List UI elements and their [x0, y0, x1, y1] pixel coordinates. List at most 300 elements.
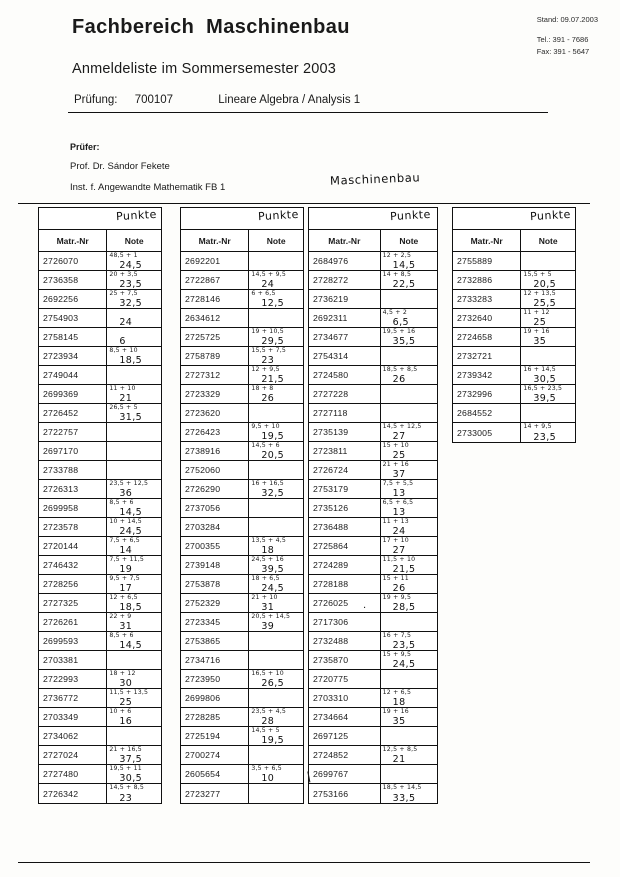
note-cell [107, 765, 161, 783]
note-cell [249, 708, 303, 726]
matr-nr-cell: 2727024 [39, 746, 107, 764]
handwritten-calculation: 8,5 + 6 [109, 632, 134, 639]
handwritten-calculation: 15 + 9,5 [382, 651, 412, 658]
table-row [181, 252, 303, 271]
column-header-row [309, 229, 437, 251]
note-cell [381, 499, 437, 517]
matr-nr-cell: 2727480 [39, 765, 107, 783]
handwritten-points: 23 [119, 793, 133, 803]
matr-nr-cell: 2726452 [39, 404, 107, 422]
handwritten-points: 21,5 [261, 374, 285, 384]
handwritten-points: 24,5 [119, 526, 143, 536]
table-row [39, 385, 161, 404]
matr-nr-cell: 2692201 [181, 252, 249, 270]
handwritten-points: 30,5 [533, 374, 557, 384]
note-cell [249, 613, 303, 631]
table-row [309, 613, 437, 632]
stray-pen-mark: / [303, 769, 315, 786]
matr-nr-cell: 2753878 [181, 575, 249, 593]
note-cell [107, 632, 161, 650]
note-cell [381, 613, 437, 631]
note-cell [521, 271, 575, 289]
table-row [181, 613, 303, 632]
matr-nr-cell: 2736219 [309, 290, 381, 308]
handwritten-points: 10 [261, 773, 275, 783]
note-cell [107, 746, 161, 764]
page-title: Fachbereich Maschinenbau [72, 16, 350, 38]
handwritten-points: 31 [261, 602, 275, 612]
matr-nr-cell: 2723811 [309, 442, 381, 460]
note-cell [107, 423, 161, 441]
note-cell [521, 328, 575, 346]
note-cell [107, 442, 161, 460]
note-cell [249, 632, 303, 650]
matr-nr-cell: 2727312 [181, 366, 249, 384]
handwritten-points: 30,5 [119, 773, 143, 783]
matr-nr-cell: 2725194 [181, 727, 249, 745]
punkte-handwritten-label: Punkte [529, 207, 572, 224]
column-header [453, 208, 575, 252]
note-cell [381, 328, 437, 346]
handwritten-calculation: 12,5 + 8,5 [382, 746, 418, 753]
note-cell [107, 347, 161, 365]
table-row [309, 651, 437, 670]
handwritten-points: 24 [261, 279, 275, 289]
handwritten-calculation: 22 + 9 [109, 613, 132, 620]
table-bottom-rule [18, 862, 590, 863]
table-row [309, 518, 437, 537]
handwritten-calculation: 8,5 + 6 [109, 499, 134, 506]
handwritten-calculation: 21 + 16 [382, 461, 409, 468]
note-cell [107, 385, 161, 403]
table-column-4 [452, 207, 576, 443]
note-cell [381, 442, 437, 460]
note-cell [249, 746, 303, 764]
header-note: Note [124, 235, 144, 246]
note-cell [249, 423, 303, 441]
matr-nr-cell: 2732488 [309, 632, 381, 650]
handwritten-calculation: 12 + 2,5 [382, 252, 412, 259]
matr-nr-cell: 2749044 [39, 366, 107, 384]
note-cell [381, 784, 437, 803]
matr-nr-cell: 2738916 [181, 442, 249, 460]
note-cell [381, 670, 437, 688]
handwritten-points: 32,5 [119, 298, 143, 308]
matr-nr-cell: 2703310 [309, 689, 381, 707]
handwritten-points: 29,5 [261, 336, 285, 346]
column-header [309, 208, 437, 252]
matr-nr-cell: 2758789 [181, 347, 249, 365]
handwritten-calculation: 18,5 + 14,5 [382, 784, 422, 791]
note-cell [249, 366, 303, 384]
handwritten-calculation: 12 + 6,5 [109, 594, 138, 601]
note-cell [249, 651, 303, 669]
table-row [39, 689, 161, 708]
matr-nr-cell: 2734062 [39, 727, 107, 745]
matr-nr-cell: 2726342 [39, 784, 107, 803]
exam-name: Lineare Algebra / Analysis 1 [218, 94, 361, 106]
table-row [181, 404, 303, 423]
table-row [309, 347, 437, 366]
table-row [39, 765, 161, 784]
handwritten-calculation: 12 + 6,5 [382, 689, 412, 696]
handwritten-calculation: 18 + 12 [109, 670, 136, 677]
note-cell [381, 575, 437, 593]
note-cell [107, 556, 161, 574]
handwritten-points: 18,5 [119, 355, 143, 365]
note-cell [381, 252, 437, 270]
handwritten-calculation: 18 + 6,5 [251, 575, 280, 582]
handwritten-calculation: 11,5 + 13,5 [109, 689, 149, 696]
note-cell [107, 784, 161, 803]
table-row [309, 442, 437, 461]
table-row [309, 366, 437, 385]
table-row [453, 347, 575, 366]
note-cell [249, 442, 303, 460]
handwritten-calculation: 48,5 + 1 [109, 252, 138, 259]
note-cell [107, 480, 161, 498]
exam-number: 700107 [134, 94, 174, 106]
matr-nr-cell: 2723950 [181, 670, 249, 688]
handwritten-calculation: 11 + 12 [523, 309, 550, 316]
handwritten-calculation: 18 + 8 [251, 385, 274, 392]
handwritten-calculation: 24,5 + 16 [251, 556, 284, 563]
matr-nr-cell: 2734677 [309, 328, 381, 346]
matr-nr-cell: 2739342 [453, 366, 521, 384]
table-row [39, 290, 161, 309]
exam-label: Prüfung: [74, 94, 118, 106]
table-row [181, 537, 303, 556]
note-cell [381, 271, 437, 289]
table-row [39, 575, 161, 594]
handwritten-calculation: 25 + 7,5 [109, 290, 138, 297]
note-cell [249, 404, 303, 422]
table-row [39, 727, 161, 746]
note-cell [521, 347, 575, 365]
table-row [309, 537, 437, 556]
handwritten-points: 33,5 [392, 793, 416, 803]
handwritten-calculation: 16,5 + 10 [251, 670, 284, 677]
matr-nr-cell: 2735139 [309, 423, 381, 441]
table-row [309, 461, 437, 480]
matr-nr-cell: 2724658 [453, 328, 521, 346]
matr-nr-cell: 2717306 [309, 613, 381, 631]
column-body [309, 252, 437, 803]
table-row [309, 290, 437, 309]
handwritten-calculation: 14,5 + 12,5 [382, 423, 422, 430]
matr-nr-cell: 2722867 [181, 271, 249, 289]
handwritten-calculation: 11,5 + 10 [382, 556, 416, 563]
note-cell [249, 689, 303, 707]
note-cell [107, 404, 161, 422]
table-row [39, 632, 161, 651]
matr-nr-cell: 2723934 [39, 347, 107, 365]
note-cell [381, 651, 437, 669]
matr-nr-cell: 2703349 [39, 708, 107, 726]
handwritten-calculation: 23,5 + 4,5 [251, 708, 287, 715]
handwritten-points: 25 [392, 450, 406, 460]
handwritten-points: 26 [392, 583, 406, 593]
handwritten-points: 26 [392, 374, 406, 384]
note-cell [249, 252, 303, 270]
matr-nr-cell: 2605654 [181, 765, 249, 783]
matr-nr-cell: 2697125 [309, 727, 381, 745]
matr-nr-cell: 2722993 [39, 670, 107, 688]
handwritten-annotation: Maschinenbau [329, 170, 421, 188]
handwritten-calculation: 12 + 9,5 [251, 366, 280, 373]
note-cell [381, 461, 437, 479]
matr-nr-cell: 2728256 [39, 575, 107, 593]
handwritten-points: 25,5 [533, 298, 557, 308]
table-row [309, 689, 437, 708]
column-header [181, 208, 303, 252]
table-row [309, 575, 437, 594]
note-cell [249, 347, 303, 365]
table-row [181, 366, 303, 385]
table-row [181, 423, 303, 442]
table-row [309, 746, 437, 765]
exam-line [68, 90, 548, 113]
matr-nr-cell: 2700274 [181, 746, 249, 764]
note-cell [107, 499, 161, 517]
matr-nr-cell: 2724852 [309, 746, 381, 764]
matr-nr-cell: 2723329 [181, 385, 249, 403]
note-cell [249, 499, 303, 517]
note-cell [107, 727, 161, 745]
handwritten-calculation: 3,5 + 6,5 [251, 765, 282, 772]
table-row [181, 727, 303, 746]
handwritten-calculation: 6,5 + 6,5 [382, 499, 414, 506]
handwritten-calculation: 16 + 16,5 [251, 480, 284, 487]
matr-nr-cell: 2728188 [309, 575, 381, 593]
table-row [181, 746, 303, 765]
matr-nr-cell: 2733283 [453, 290, 521, 308]
matr-nr-cell: 2733005 [453, 423, 521, 442]
handwritten-points: 35 [392, 716, 406, 726]
note-cell [381, 632, 437, 650]
note-cell [381, 347, 437, 365]
note-cell [249, 594, 303, 612]
handwritten-points: 14 [119, 545, 133, 555]
punkte-handwritten-label: Punkte [389, 207, 431, 224]
matr-nr-cell: 2720775 [309, 670, 381, 688]
matr-nr-cell: 2736772 [39, 689, 107, 707]
handwritten-calculation: 14 + 9,5 [523, 423, 552, 430]
table-row [309, 271, 437, 290]
table-row [39, 480, 161, 499]
stamp-block [537, 14, 598, 57]
handwritten-points: 37 [392, 469, 406, 479]
handwritten-points: 39,5 [261, 564, 285, 574]
table-row [309, 385, 437, 404]
table-row [453, 423, 575, 442]
note-cell [521, 385, 575, 403]
matr-nr-cell: 2703381 [39, 651, 107, 669]
matr-nr-cell: 2692256 [39, 290, 107, 308]
handwritten-points: 25 [533, 317, 547, 327]
matr-nr-cell: 2684976 [309, 252, 381, 270]
handwritten-calculation: 26,5 + 5 [109, 404, 138, 411]
matr-nr-cell: 2727325 [39, 594, 107, 612]
table-row [309, 784, 437, 803]
matr-nr-cell: 2734716 [181, 651, 249, 669]
handwritten-points: 24,5 [392, 659, 416, 669]
matr-nr-cell: 2699806 [181, 689, 249, 707]
table-row [181, 499, 303, 518]
handwritten-points: 6,5 [392, 317, 409, 327]
handwritten-calculation: 20 + 3,5 [109, 271, 138, 278]
note-cell [107, 328, 161, 346]
handwritten-points: 23 [261, 355, 275, 365]
table-row [39, 328, 161, 347]
note-cell [381, 404, 437, 422]
handwritten-points: 22,5 [392, 279, 416, 289]
column-header-row [181, 229, 303, 251]
matr-nr-cell: 2724289 [309, 556, 381, 574]
matr-nr-cell: 2726313 [39, 480, 107, 498]
matr-nr-cell: 2746432 [39, 556, 107, 574]
handwritten-points: 37,5 [119, 754, 143, 764]
handwritten-calculation: 10 + 6 [109, 708, 132, 715]
note-cell [521, 423, 575, 442]
handwritten-points: 23,5 [392, 640, 416, 650]
matr-nr-cell: 2726070 [39, 252, 107, 270]
handwritten-points: 20,5 [261, 450, 285, 460]
matr-nr-cell: 2732996 [453, 385, 521, 403]
table-row [39, 309, 161, 328]
header-matr: Matr.-Nr [309, 230, 381, 251]
matr-nr-cell: 2732640 [453, 309, 521, 327]
note-cell [249, 575, 303, 593]
table-row [309, 632, 437, 651]
table-row [309, 499, 437, 518]
note-cell [381, 708, 437, 726]
table-row [39, 423, 161, 442]
table-row [453, 328, 575, 347]
handwritten-calculation: 23,5 + 12,5 [109, 480, 149, 487]
table-row [39, 670, 161, 689]
table-row [309, 328, 437, 347]
matr-nr-cell: 2727118 [309, 404, 381, 422]
handwritten-points: 19 [119, 564, 133, 574]
handwritten-points: 26 [261, 393, 275, 403]
table-row [309, 423, 437, 442]
matr-nr-cell: 2735126 [309, 499, 381, 517]
table-row [39, 461, 161, 480]
handwritten-calculation: 19 + 16 [523, 328, 550, 335]
note-cell [249, 765, 303, 783]
handwritten-points: 35 [533, 336, 547, 346]
matr-nr-cell: 2723277 [181, 784, 249, 803]
table-row [39, 271, 161, 290]
handwritten-calculation: 11 + 10 [109, 385, 136, 392]
table-row [181, 518, 303, 537]
note-cell [107, 594, 161, 612]
table-row [453, 385, 575, 404]
matr-nr-cell: 2699958 [39, 499, 107, 517]
header-note: Note [399, 235, 419, 246]
note-cell [107, 537, 161, 555]
table-row [39, 651, 161, 670]
table-row [453, 404, 575, 423]
handwritten-calculation: 8,5 + 10 [109, 347, 138, 354]
table-row [181, 442, 303, 461]
note-cell [249, 784, 303, 803]
table-row [453, 290, 575, 309]
matr-nr-cell: 2725864 [309, 537, 381, 555]
note-cell [107, 708, 161, 726]
handwritten-points: 21 [119, 393, 133, 403]
note-cell [249, 461, 303, 479]
matr-nr-cell: 2723578 [39, 518, 107, 536]
matr-nr-cell: 2697170 [39, 442, 107, 460]
table-column-3 [308, 207, 438, 804]
note-cell [381, 765, 437, 783]
examiner-name: Prof. Dr. Sándor Fekete [70, 161, 170, 173]
matr-nr-cell: 2722757 [39, 423, 107, 441]
handwritten-points: 16 [119, 716, 133, 726]
matr-nr-cell: 2753179 [309, 480, 381, 498]
handwritten-calculation: 17 + 10 [382, 537, 409, 544]
note-cell [381, 385, 437, 403]
table-row [181, 575, 303, 594]
note-cell [107, 271, 161, 289]
matr-nr-cell: 2726423 [181, 423, 249, 441]
table-row [309, 670, 437, 689]
table-row [39, 594, 161, 613]
examiner-heading: Prüfer: [70, 142, 100, 152]
handwritten-calculation: 19 + 9,5 [382, 594, 412, 601]
header-matr: Matr.-Nr [39, 230, 107, 251]
matr-nr-cell: 2734664 [309, 708, 381, 726]
note-cell [249, 309, 303, 327]
handwritten-calculation: 15 + 11 [382, 575, 409, 582]
table-row [39, 518, 161, 537]
handwritten-points: 19,5 [261, 431, 285, 441]
handwritten-points: 28,5 [392, 602, 416, 612]
matr-nr-cell: 2736488 [309, 518, 381, 536]
table-row [453, 271, 575, 290]
matr-nr-cell: 2728272 [309, 271, 381, 289]
handwritten-calculation: 7,5 + 5,5 [382, 480, 414, 487]
note-cell [107, 309, 161, 327]
matr-nr-cell: 2754314 [309, 347, 381, 365]
table-row [39, 252, 161, 271]
handwritten-calculation: 13,5 + 4,5 [251, 537, 287, 544]
handwritten-points: 24 [392, 526, 406, 536]
handwritten-points: 19,5 [261, 735, 285, 745]
note-cell [381, 537, 437, 555]
note-cell [381, 423, 437, 441]
handwritten-calculation: 19,5 + 16 [382, 328, 416, 335]
handwritten-calculation: 16,5 + 23,5 [523, 385, 563, 392]
table-column-1 [38, 207, 162, 804]
matr-nr-cell: 2699369 [39, 385, 107, 403]
table-row [309, 309, 437, 328]
table-row [181, 309, 303, 328]
handwritten-points: 27 [392, 545, 406, 555]
stamp-date: Stand: 09.07.2003 [536, 15, 598, 24]
handwritten-points: 31 [119, 621, 133, 631]
handwritten-calculation: 19 + 10,5 [251, 328, 284, 335]
note-cell [249, 328, 303, 346]
matr-nr-cell: 2737056 [181, 499, 249, 517]
handwritten-points: 30 [119, 678, 133, 688]
matr-nr-cell: 2752329 [181, 594, 249, 612]
examiner-institute: Inst. f. Angewandte Mathematik FB 1 [70, 181, 226, 193]
handwritten-points: 32,5 [261, 488, 285, 498]
handwritten-points: 24 [119, 317, 133, 327]
